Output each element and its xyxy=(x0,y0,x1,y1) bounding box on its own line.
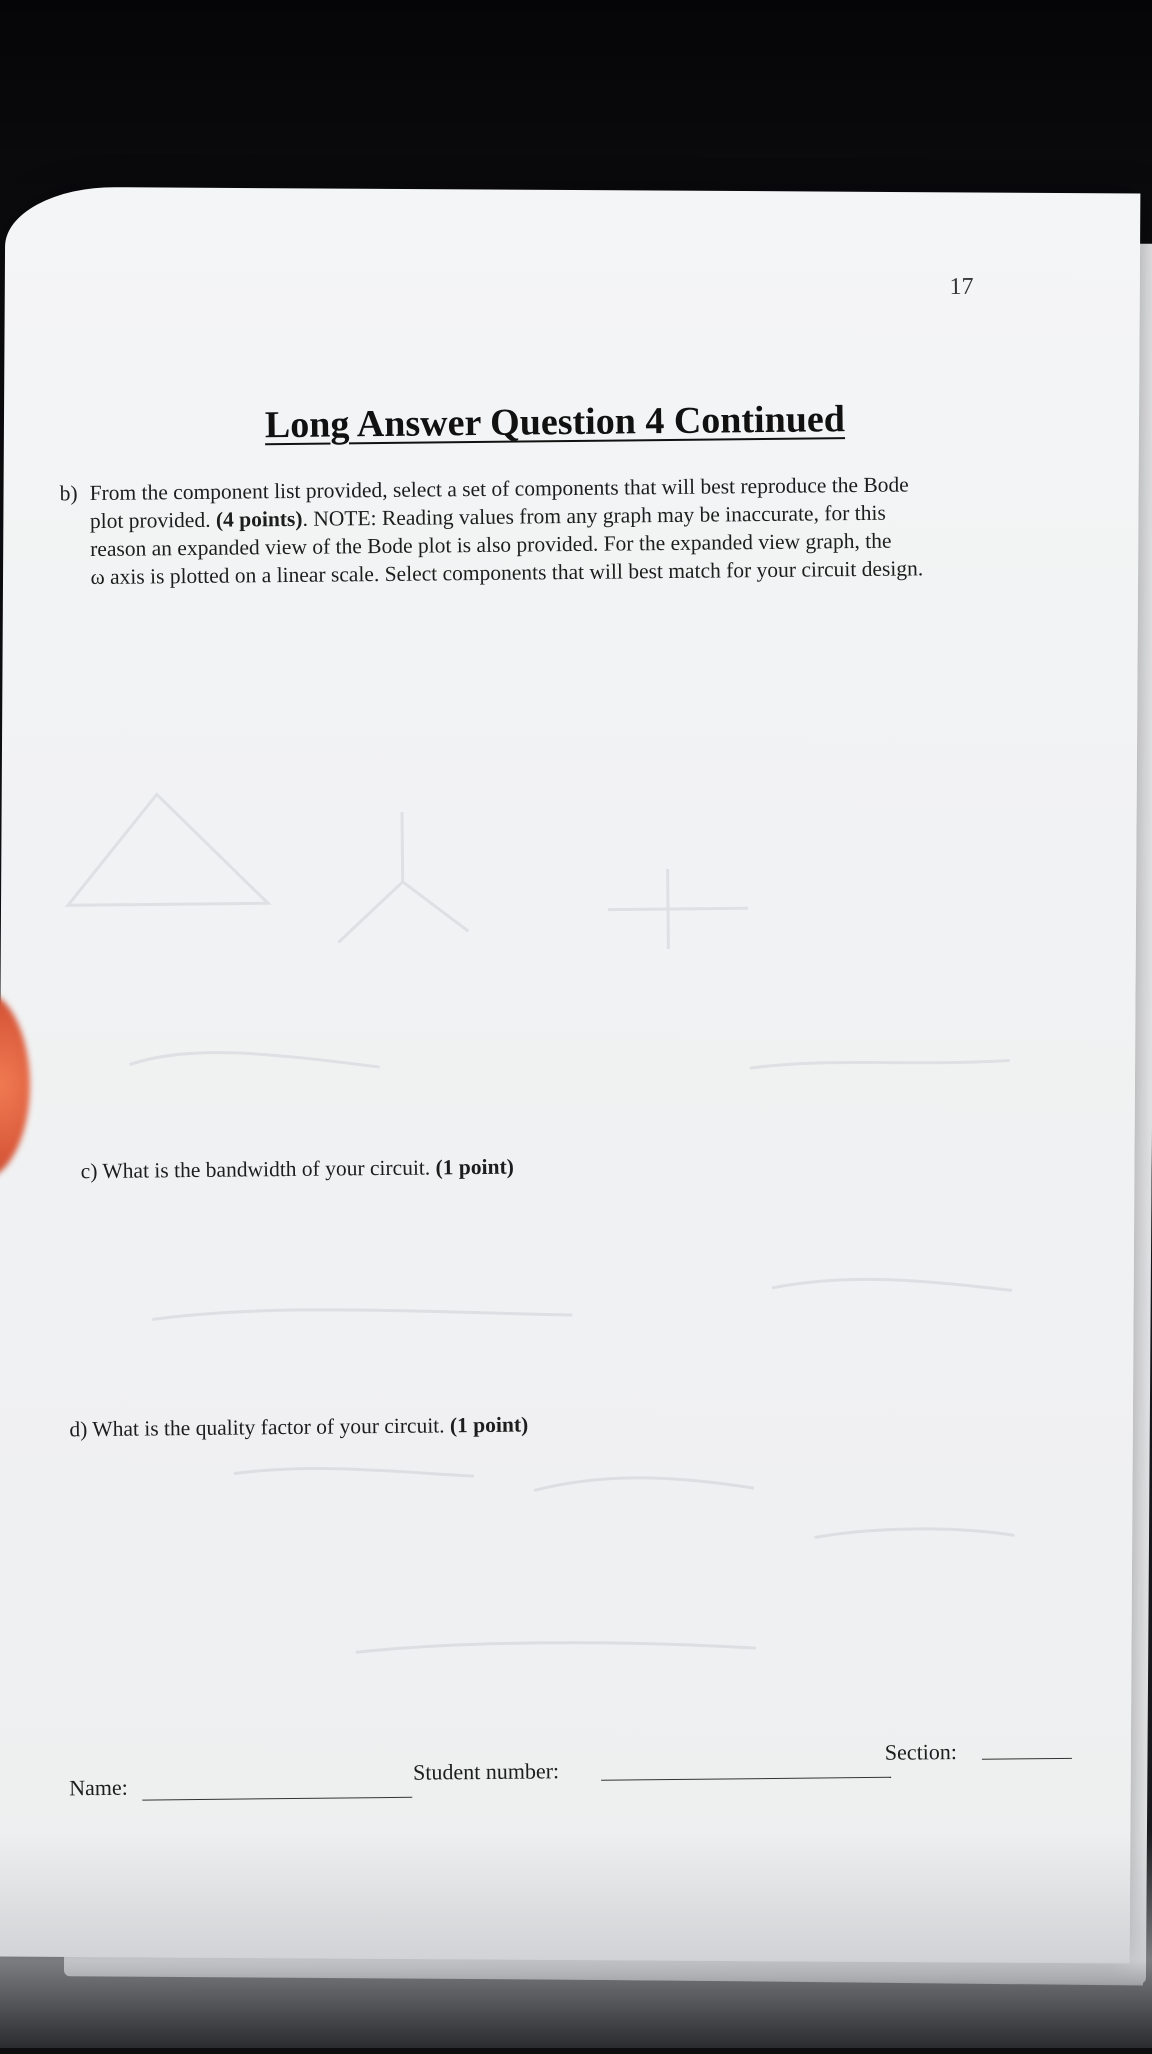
question-c-text: What is the bandwidth of your circuit. xyxy=(102,1155,436,1183)
question-d-points: (1 point) xyxy=(449,1412,529,1438)
name-label: Name: xyxy=(69,1774,128,1801)
show-through-marks xyxy=(47,765,1107,1776)
section-field-line[interactable] xyxy=(982,1758,1072,1760)
question-b-text-1: From the component list provided, select a set of components that will best reproduce the Bode xyxy=(89,472,909,506)
question-d xyxy=(69,1411,528,1444)
question-b-line-3: reason an expanded view of the Bode plot is also provided. For the expanded view graph, the xyxy=(90,528,892,562)
question-c-points: (1 point) xyxy=(435,1154,514,1180)
name-field-line[interactable] xyxy=(142,1797,412,1801)
page-number: 17 xyxy=(949,273,974,301)
question-b-label: b) xyxy=(59,481,78,506)
page-title: Long Answer Question 4 Continued xyxy=(264,398,846,447)
question-b-text-2b: . NOTE: Reading values from any graph may be inaccurate, for this xyxy=(302,500,886,531)
student-number-label: Student number: xyxy=(412,1758,560,1785)
question-c xyxy=(81,1153,514,1186)
question-d-text: What is the quality factor of your circuit. xyxy=(92,1413,451,1442)
question-d-label: d) xyxy=(69,1417,88,1442)
question-b xyxy=(59,470,1000,592)
student-number-field-line[interactable] xyxy=(601,1777,891,1781)
question-b-points: (4 points) xyxy=(215,506,303,532)
question-b-line-4: ω axis is plotted on a linear scale. Select components that will best match for your circuit design. xyxy=(90,556,924,590)
section-label: Section: xyxy=(884,1739,958,1765)
question-c-label: c) xyxy=(80,1159,98,1184)
question-b-text-2a: plot provided. xyxy=(89,507,217,534)
